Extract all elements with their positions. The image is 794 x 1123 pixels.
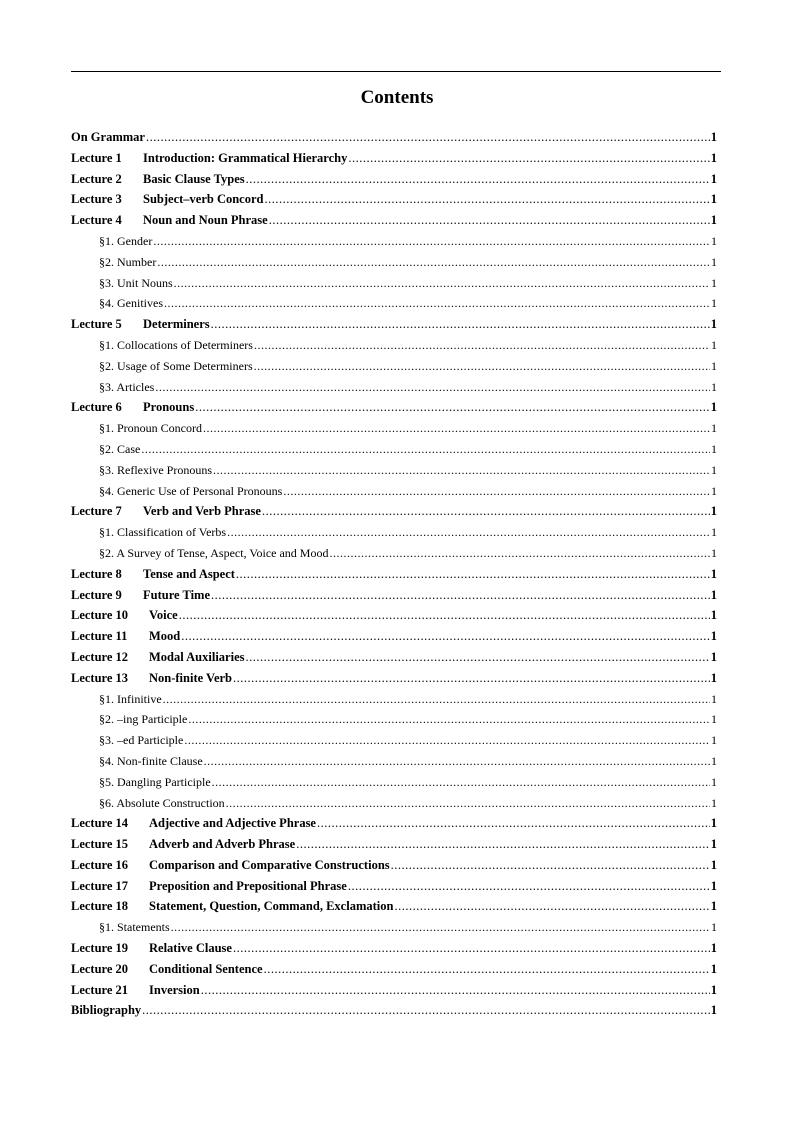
toc-entry-title: §5. Dangling Participle: [99, 774, 211, 789]
toc-entry-title: §6. Absolute Construction: [99, 795, 225, 810]
dot-leader: [201, 983, 710, 998]
toc-entry-title: On Grammar: [71, 130, 145, 144]
toc-entry-title: Voice: [149, 608, 178, 623]
toc-entry[interactable]: [71, 629, 717, 650]
toc-page-number: 1: [710, 608, 717, 623]
toc-entry-title: §4. Non-finite Clause: [99, 753, 203, 768]
toc-entry-title: Subject–verb Concord: [143, 192, 264, 207]
toc-page-number: 1: [711, 358, 717, 373]
toc-page-number: 1: [710, 837, 717, 852]
dot-leader: [317, 816, 710, 831]
dot-leader: [142, 1003, 710, 1018]
dot-leader: [391, 858, 710, 873]
toc-entry-title: §2. Number: [99, 254, 157, 269]
toc-entry[interactable]: [71, 962, 717, 983]
toc-entry[interactable]: [71, 400, 717, 421]
dot-leader: [233, 671, 710, 686]
toc-entry-number: Lecture 8: [71, 566, 122, 581]
toc-subentry[interactable]: [71, 484, 717, 505]
toc-entry-title: Adverb and Adverb Phrase: [149, 837, 296, 852]
toc-entry-number: Lecture 20: [71, 961, 129, 976]
toc-entry-title: Preposition and Prepositional Phrase: [149, 878, 347, 893]
toc-page-number: 1: [710, 649, 717, 664]
dot-leader: [179, 608, 710, 623]
toc-page-number: 1: [710, 982, 717, 997]
toc-entry-title: Introduction: Grammatical Hierarchy: [143, 150, 348, 165]
toc-entry-number: Lecture 19: [71, 941, 129, 956]
toc-entry-number: Lecture 14: [71, 816, 129, 831]
toc-entry-title: Verb and Verb Phrase: [143, 504, 261, 519]
dot-leader: [195, 400, 710, 415]
toc-subentry[interactable]: [71, 733, 717, 754]
toc-subentry[interactable]: [71, 525, 717, 546]
toc-page-number: 1: [710, 171, 717, 186]
toc-page-number: 1: [711, 920, 717, 935]
toc-entry[interactable]: [71, 172, 717, 193]
dot-leader: [236, 567, 710, 582]
toc-page-number: 1: [710, 899, 717, 914]
toc-entry-number: Lecture 17: [71, 878, 129, 893]
toc-entry[interactable]: [71, 151, 717, 172]
toc-entry-title: Tense and Aspect: [143, 566, 235, 581]
toc-page-number: 1: [711, 795, 717, 810]
toc-entry-title: Adjective and Adjective Phrase: [149, 816, 316, 831]
dot-leader: [254, 338, 710, 353]
toc-page-number: 1: [711, 379, 717, 394]
toc-subentry[interactable]: [71, 775, 717, 796]
toc-page-number: 1: [710, 192, 717, 207]
toc-page-number: 1: [711, 441, 717, 456]
toc-entry[interactable]: [71, 983, 717, 1004]
dot-leader: [329, 546, 710, 561]
toc-page-number: 1: [710, 1003, 717, 1018]
dot-leader: [213, 463, 710, 478]
toc-page-number: 1: [710, 670, 717, 685]
toc-page-number: 1: [710, 629, 717, 644]
toc-entry-title: §2. –ing Participle: [99, 712, 188, 727]
toc-entry-title: §1. Statements: [99, 920, 170, 935]
toc-entry-title: §3. Reflexive Pronouns: [99, 462, 212, 477]
toc-entry-number: Lecture 13: [71, 670, 129, 685]
toc-entry-title: Noun and Noun Phrase: [143, 213, 268, 228]
toc-entry-title: §1. Infinitive: [99, 691, 162, 706]
toc-page-number: 1: [711, 233, 717, 248]
dot-leader: [164, 296, 710, 311]
toc-subentry[interactable]: [71, 712, 717, 733]
toc-page-number: 1: [710, 816, 717, 831]
toc-page-number: 1: [711, 774, 717, 789]
toc-subentry[interactable]: [71, 796, 717, 817]
toc-entry[interactable]: [71, 192, 717, 213]
toc-entry[interactable]: [71, 608, 717, 629]
toc-page-number: 1: [711, 421, 717, 436]
toc-entry-number: Lecture 21: [71, 982, 129, 997]
toc-entry-title: §1. Collocations of Determiners: [99, 337, 253, 352]
toc-entry-title: §2. Case: [99, 441, 141, 456]
dot-leader: [394, 899, 709, 914]
toc-page-number: 1: [710, 317, 717, 332]
dot-leader: [174, 276, 710, 291]
toc-entry-title: §1. Classification of Verbs: [99, 525, 227, 540]
toc-subentry[interactable]: [71, 276, 717, 297]
toc-subentry[interactable]: [71, 754, 717, 775]
toc-entry-number: Lecture 2: [71, 171, 122, 186]
dot-leader: [262, 504, 710, 519]
dot-leader: [233, 941, 710, 956]
toc-entry-title: §3. Articles: [99, 379, 155, 394]
dot-leader: [188, 712, 710, 727]
toc-entry-title: Inversion: [149, 982, 200, 997]
toc-page-number: 1: [710, 587, 717, 602]
dot-leader: [264, 192, 709, 207]
toc-subentry[interactable]: [71, 234, 717, 255]
toc-entry-title: §3. –ed Participle: [99, 733, 184, 748]
toc-page-number: 1: [711, 525, 717, 540]
toc-subentry[interactable]: [71, 920, 717, 941]
dot-leader: [296, 837, 710, 852]
toc-page-number: 1: [711, 275, 717, 290]
toc-entry[interactable]: [71, 1003, 717, 1024]
table-of-contents: [71, 130, 717, 1024]
dot-leader: [184, 733, 710, 748]
toc-entry-title: §2. Usage of Some Determiners: [99, 358, 253, 373]
dot-leader: [246, 172, 710, 187]
toc-entry-title: Bibliography: [71, 1003, 142, 1018]
dot-leader: [155, 380, 710, 395]
dot-leader: [226, 796, 710, 811]
toc-page-number: 1: [711, 337, 717, 352]
toc-entry-title: Statement, Question, Command, Exclamation: [149, 899, 394, 914]
toc-subentry[interactable]: [71, 442, 717, 463]
dot-leader: [254, 359, 710, 374]
dot-leader: [171, 920, 710, 935]
dot-leader: [348, 151, 709, 166]
toc-entry-title: Future Time: [143, 587, 211, 602]
dot-leader: [348, 879, 710, 894]
toc-entry[interactable]: [71, 671, 717, 692]
toc-entry-title: Basic Clause Types: [143, 171, 245, 186]
toc-entry[interactable]: [71, 130, 717, 151]
toc-entry[interactable]: [71, 816, 717, 837]
toc-entry-title: §4. Genitives: [99, 296, 163, 311]
dot-leader: [146, 130, 710, 145]
toc-entry-title: Conditional Sentence: [149, 961, 263, 976]
toc-entry-number: Lecture 12: [71, 649, 129, 664]
toc-entry-title: Relative Clause: [149, 941, 232, 956]
toc-entry-number: Lecture 6: [71, 400, 122, 415]
toc-entry-number: Lecture 16: [71, 857, 129, 872]
dot-leader: [181, 629, 710, 644]
toc-entry-title: Modal Auxiliaries: [149, 649, 245, 664]
dot-leader: [211, 317, 710, 332]
toc-entry-number: Lecture 3: [71, 192, 122, 207]
toc-subentry[interactable]: [71, 338, 717, 359]
toc-entry-number: Lecture 5: [71, 317, 122, 332]
dot-leader: [212, 775, 710, 790]
toc-entry-title: Pronouns: [143, 400, 195, 415]
toc-entry[interactable]: [71, 899, 717, 920]
dot-leader: [246, 650, 710, 665]
toc-page-number: 1: [710, 130, 717, 144]
dot-leader: [227, 525, 710, 540]
toc-entry-number: Lecture 1: [71, 150, 122, 165]
toc-page-number: 1: [710, 941, 717, 956]
dot-leader: [211, 588, 710, 603]
toc-page-number: 1: [711, 712, 717, 727]
toc-entry[interactable]: [71, 213, 717, 234]
toc-entry-number: Lecture 18: [71, 899, 129, 914]
toc-entry[interactable]: [71, 941, 717, 962]
dot-leader: [157, 255, 710, 270]
toc-entry[interactable]: [71, 650, 717, 671]
toc-page-number: 1: [711, 753, 717, 768]
toc-page-number: 1: [711, 296, 717, 311]
toc-page-number: 1: [710, 878, 717, 893]
toc-page-number: 1: [711, 545, 717, 560]
toc-page-number: 1: [711, 691, 717, 706]
dot-leader: [204, 754, 710, 769]
toc-subentry[interactable]: [71, 380, 717, 401]
toc-page-number: 1: [710, 961, 717, 976]
dot-leader: [264, 962, 710, 977]
toc-subentry[interactable]: [71, 296, 717, 317]
toc-page-number: 1: [711, 462, 717, 477]
toc-entry-title: §3. Unit Nouns: [99, 275, 173, 290]
page-title: Contents: [360, 87, 434, 108]
toc-entry-title: §4. Generic Use of Personal Pronouns: [99, 483, 283, 498]
toc-entry-number: Lecture 4: [71, 213, 122, 228]
toc-page-number: 1: [710, 213, 717, 228]
toc-subentry[interactable]: [71, 359, 717, 380]
toc-entry-number: Lecture 15: [71, 837, 129, 852]
toc-page-number: 1: [711, 733, 717, 748]
toc-entry-number: Lecture 9: [71, 587, 122, 602]
toc-entry-number: Lecture 11: [71, 629, 128, 644]
toc-entry-title: Mood: [149, 629, 181, 644]
toc-entry-title: Comparison and Comparative Constructions: [149, 857, 390, 872]
toc-subentry[interactable]: [71, 546, 717, 567]
toc-page-number: 1: [710, 566, 717, 581]
toc-entry[interactable]: [71, 504, 717, 525]
header-rule: [71, 71, 721, 72]
toc-entry-title: §1. Gender: [99, 233, 153, 248]
toc-entry[interactable]: [71, 588, 717, 609]
toc-page-number: 1: [711, 254, 717, 269]
toc-subentry[interactable]: [71, 255, 717, 276]
toc-entry-title: Determiners: [143, 317, 210, 332]
dot-leader: [153, 234, 710, 249]
dot-leader: [141, 442, 710, 457]
toc-page-number: 1: [710, 400, 717, 415]
toc-subentry[interactable]: [71, 463, 717, 484]
toc-entry-title: Non-finite Verb: [149, 670, 232, 685]
toc-entry[interactable]: [71, 837, 717, 858]
toc-entry[interactable]: [71, 858, 717, 879]
toc-page-number: 1: [710, 504, 717, 519]
toc-page-number: 1: [710, 857, 717, 872]
toc-entry-number: Lecture 7: [71, 504, 122, 519]
toc-entry[interactable]: [71, 879, 717, 900]
toc-entry-title: §1. Pronoun Concord: [99, 421, 202, 436]
dot-leader: [203, 421, 710, 436]
toc-entry[interactable]: [71, 317, 717, 338]
dot-leader: [269, 213, 710, 228]
toc-page-number: 1: [710, 150, 717, 165]
toc-page-number: 1: [711, 483, 717, 498]
dot-leader: [283, 484, 710, 499]
dot-leader: [163, 692, 710, 707]
toc-entry[interactable]: [71, 567, 717, 588]
toc-entry-number: Lecture 10: [71, 608, 129, 623]
toc-entry-title: §2. A Survey of Tense, Aspect, Voice and Mood: [99, 545, 329, 560]
toc-subentry[interactable]: [71, 692, 717, 713]
toc-subentry[interactable]: [71, 421, 717, 442]
